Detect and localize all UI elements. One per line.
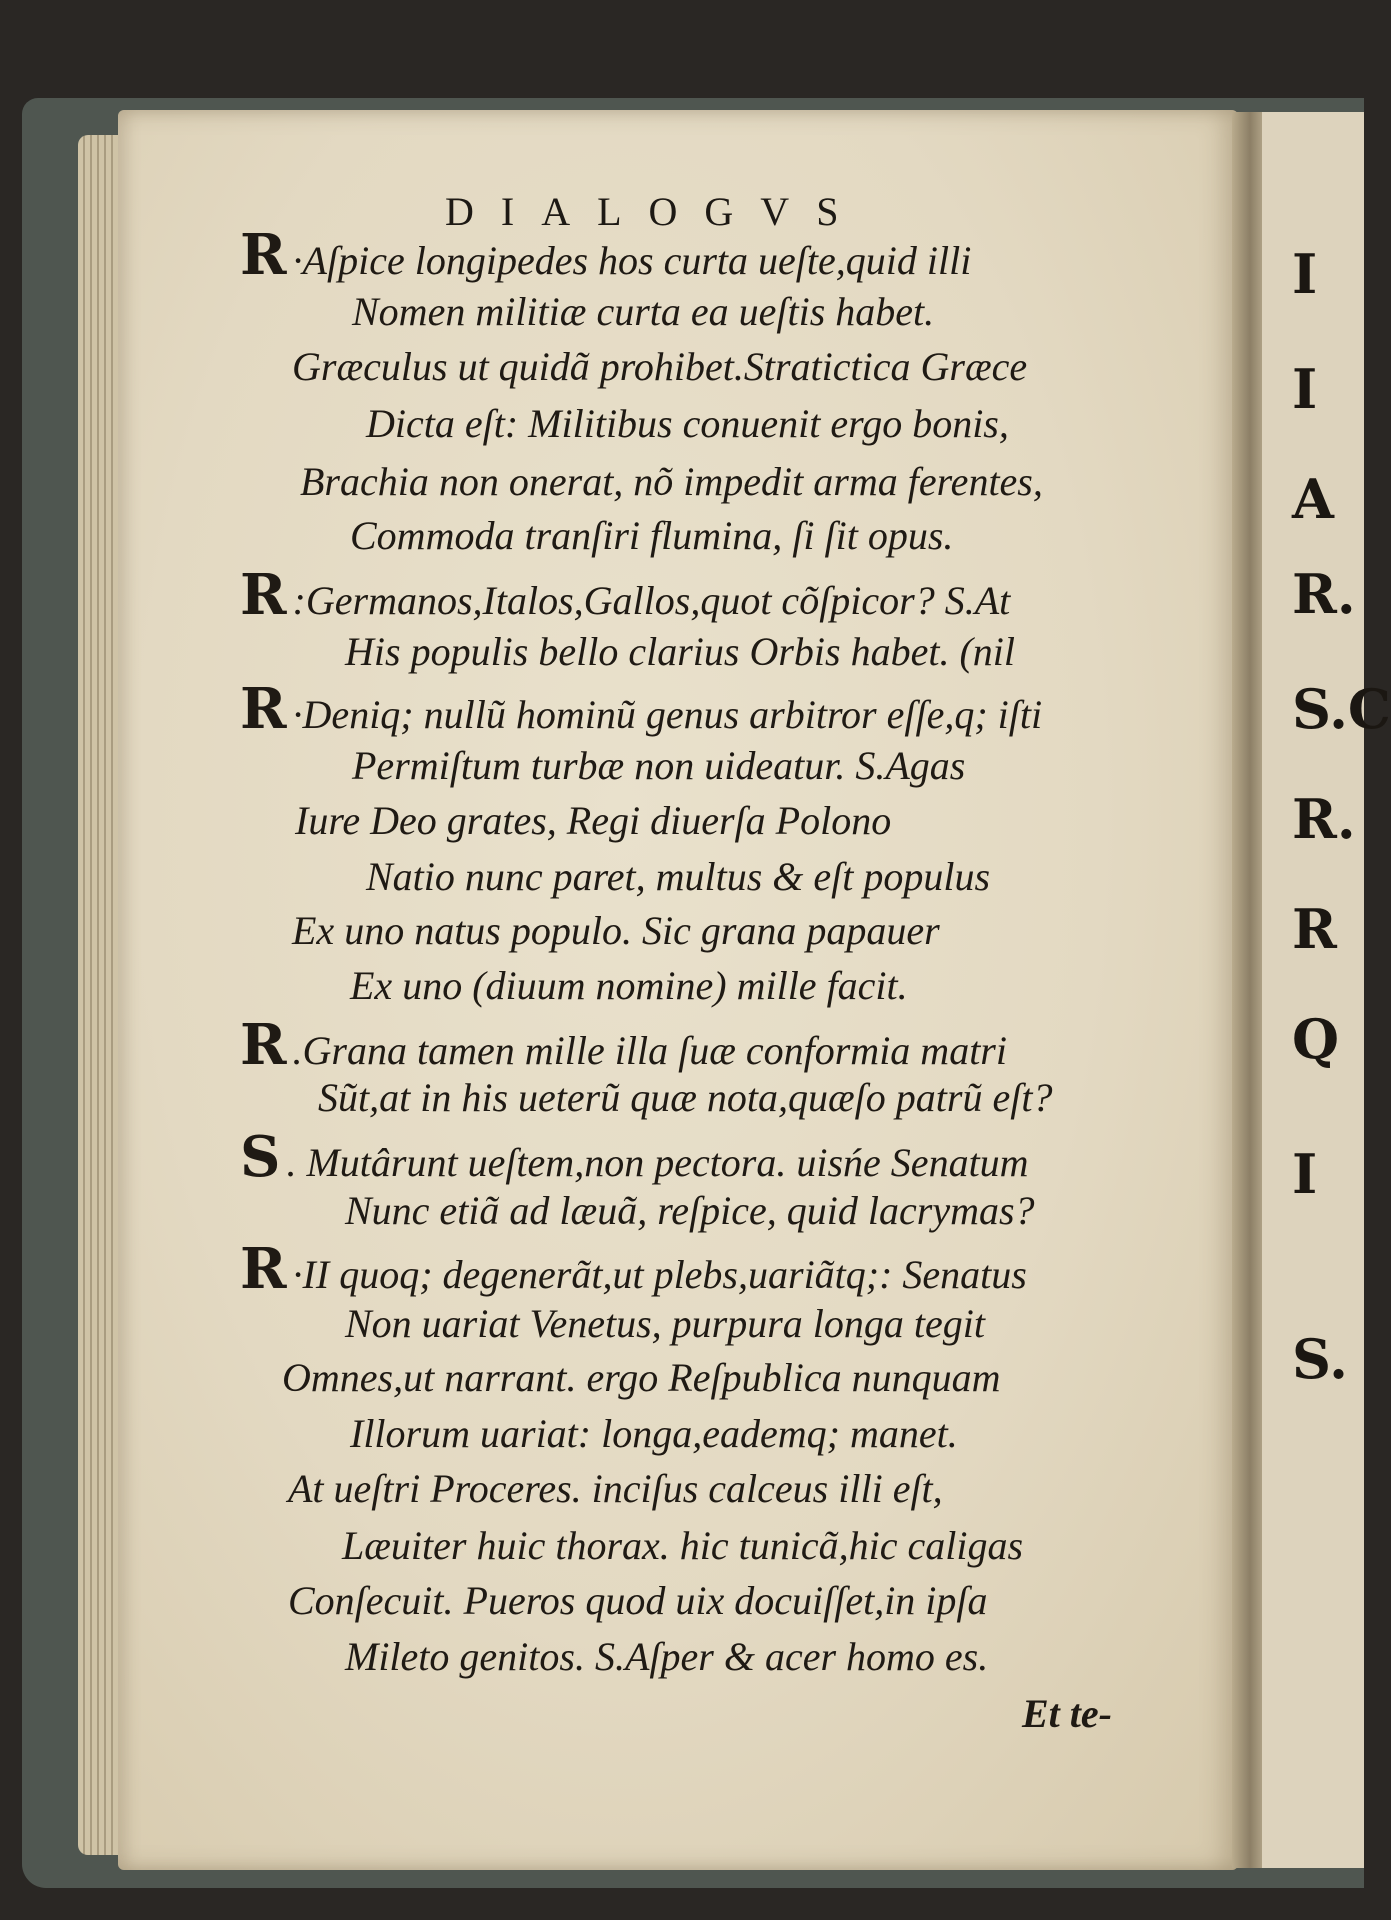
verse-line — [352, 288, 934, 335]
verse-line — [350, 962, 908, 1009]
facing-letter: S.C — [1292, 677, 1391, 741]
facing-letter: I — [1292, 357, 1318, 421]
verse-text: ·Deniq; nullũ hominũ genus arbitror eſſe,q; iſti — [292, 692, 1043, 737]
verse-line — [366, 400, 1009, 447]
page-header: DIALOGVS — [445, 189, 866, 234]
verse-line — [288, 1465, 943, 1512]
verse-text: At ueſtri Proceres. inciſus calceus illi eſt, — [288, 1466, 943, 1511]
verse-text: :Germanos,Italos,Gallos,quot cõſpicor? S.At — [292, 578, 1011, 623]
facing-letter: S. — [1292, 1327, 1348, 1391]
verse-line — [295, 797, 891, 844]
verse-line — [288, 1577, 988, 1624]
verse-text: Conſecuit. Pueros quod uix docuiſſet,in ipſa — [288, 1578, 988, 1623]
verse-text: Natio nunc paret, multus & eſt populus — [366, 854, 991, 899]
speaker-mark: S — [240, 1124, 281, 1190]
verse-line — [345, 1300, 985, 1347]
verse-text: Mileto genitos. S.Aſper & acer homo es. — [345, 1634, 989, 1679]
speaker-mark: R — [240, 1236, 287, 1302]
verse-line — [352, 742, 965, 789]
verse-line — [350, 512, 953, 559]
verse-line — [292, 907, 940, 954]
facing-letter: I — [1292, 1142, 1318, 1206]
verse-line — [318, 1074, 1052, 1121]
verse-text: Permiſtum turbæ non uideatur. S.Agas — [352, 743, 966, 788]
speaker-mark: R — [240, 222, 287, 288]
verse-line — [282, 1354, 1000, 1401]
verse-line — [240, 562, 1010, 628]
speaker-mark: R — [240, 676, 287, 742]
facing-letter: I — [1292, 242, 1318, 306]
verse-line — [345, 1187, 1035, 1234]
facing-letter: R. — [1292, 787, 1356, 851]
speaker-mark: R — [240, 1012, 287, 1078]
verse-line — [240, 222, 971, 288]
verse-text: Non uariat Venetus, purpura longa tegit — [345, 1301, 985, 1346]
facing-letter: A — [1292, 467, 1334, 531]
verse-text: Omnes,ut narrant. ergo Reſpublica nunquam — [282, 1355, 1001, 1400]
verse-line — [345, 1633, 988, 1680]
facing-letter: R — [1292, 897, 1337, 961]
verse-text: Sũt,at in his ueterũ quæ nota,quæſo patrũ eſt? — [318, 1075, 1053, 1120]
verse-line — [345, 628, 1015, 675]
verse-text: Ex uno (diuum nomine) mille facit. — [350, 963, 908, 1008]
facing-letter: Q — [1292, 1007, 1340, 1071]
verse-text: Brachia non onerat, nõ impedit arma ferentes, — [300, 459, 1043, 504]
verse-text: ·II quoq; degenerãt,ut plebs,uariãtq;: Senatus — [292, 1252, 1027, 1297]
verse-line — [240, 1124, 1029, 1190]
verse-text: ·Aſpice longipedes hos curta ueſte,quid illi — [292, 238, 972, 283]
verse-line — [240, 1012, 1007, 1078]
speaker-mark: R — [240, 562, 287, 628]
verse-text: Illorum uariat: longa,eademq; manet. — [350, 1411, 958, 1456]
verse-text: Ex uno natus populo. Sic grana papauer — [292, 908, 940, 953]
verse-text: .Grana tamen mille illa ſuæ conformia matri — [292, 1028, 1007, 1073]
verse-line — [240, 1236, 1027, 1302]
verse-line — [292, 343, 1027, 390]
verse-text: His populis bello clarius Orbis habet. (nil — [345, 629, 1015, 674]
facing-letter: R. — [1292, 562, 1356, 626]
verse-text: . Mutârunt ueſtem,non pectora. uisńe Senatum — [286, 1140, 1029, 1185]
verse-text: Nomen militiæ curta ea ueſtis habet. — [352, 289, 935, 334]
verse-text: Dicta eſt: Militibus conuenit ergo bonis, — [366, 401, 1009, 446]
verse-line — [240, 676, 1042, 742]
verse-line — [300, 458, 1043, 505]
verse-text: Iure Deo grates, Regi diuerſa Polono — [295, 798, 892, 843]
verse-text: Læuiter huic thorax. hic tunicã,hic caligas — [342, 1523, 1024, 1568]
catchword: Et te- — [1022, 1691, 1112, 1736]
verse-line — [342, 1522, 1023, 1569]
verse-line — [350, 1410, 958, 1457]
verse-line — [366, 853, 990, 900]
verse-text: Nunc etiã ad læuã, reſpice, quid lacrymas? — [345, 1188, 1035, 1233]
verse-text: Græculus ut quidã prohibet.Stratictica Græce — [292, 344, 1028, 389]
verse-text: Commoda tranſiri flumina, ſi ſit opus. — [350, 513, 954, 558]
